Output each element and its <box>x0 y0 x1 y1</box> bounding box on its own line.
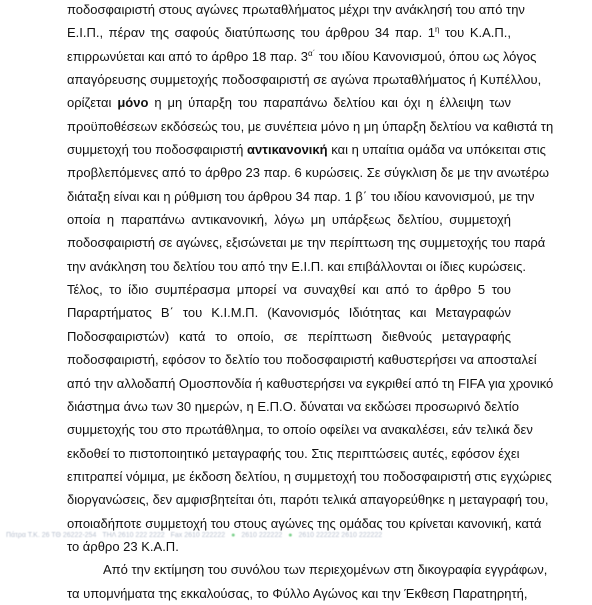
text-line: το άρθρο 23 Κ.Α.Π. <box>67 538 179 554</box>
text-line: συμμετοχή του ποδοσφαιριστή αντικανονική και η υπαίτια ομάδα να υπόκειται στις <box>67 142 546 158</box>
document-body <box>67 0 554 605</box>
text-line: οποιαδήποτε συμμετοχή του στους αγώνες της ομάδας του κρίνεται κανονική, κατά <box>67 515 542 531</box>
text-line: ποδοσφαιριστή, εφόσον το δελτίο του ποδοσφαιριστή καθυστερήσει να αποσταλεί <box>67 352 537 368</box>
text-line: διάταξη είναι και η ρύθμιση του άρθρου 34 παρ. 1 β΄ του ιδίου κανονισμού, με την <box>67 188 535 204</box>
text-line: επιρρωνύεται και από το άρθρο 18 παρ. $3^{\alpha΄}$ του ιδίου Κανονισμού, όπου ως λόγος <box>67 48 537 64</box>
bold-text: μόνο <box>117 95 149 111</box>
text-line: ορίζεται μόνο η μη ύπαρξη του παραπάνω δελτίου και όχι η έλλειψη των <box>67 95 511 111</box>
footer-text: 2610 222222 <box>241 532 283 539</box>
superscript: η <box>434 25 440 35</box>
text-line: από την αλλοδαπή Ομοσπονδία ή καθυστερήσει να εγκριθεί από τη FIFA για χρονικό <box>67 375 554 391</box>
paragraph-start-line: Από την εκτίμηση του συνόλου των περιεχομένων στη δικογραφία εγγράφων, <box>103 562 548 578</box>
page-footer <box>0 531 592 539</box>
text-line: ποδοσφαιριστή σε αγώνες, εξισώνεται με την περίπτωση της συμμετοχής του παρά <box>67 235 546 251</box>
text-line: διοργανώσεις, δεν αμφισβητείται ότι, παρότι τελικά απαγορεύθηκε η μεταγραφή του, <box>67 492 549 508</box>
bold-text: αντικανονική <box>246 142 328 158</box>
text-line: συμμετοχής του στο πρωτάθλημα, το οποίο οφείλει να ανακαλέσει, εάν τελικά δεν <box>67 422 533 438</box>
text-line: Παραρτήματος Β΄ του Κ.Ι.Μ.Π. (Κανονισμός Ιδιότητας και Μεταγραφών <box>67 305 511 321</box>
text-line: ποδοσφαιριστή στους αγώνες πρωταθλήματος μέχρι την ανάκλησή του από την <box>67 2 525 17</box>
text-line: προβλεπόμενες από το άρθρο 23 παρ. 6 κυρώσεις. Σε σύγκλιση δε με την ανωτέρω <box>67 165 550 181</box>
text-line: απαγόρευσης συμμετοχής ποδοσφαιριστή σε αγώνα πρωταθλήματος ή Κυπέλλου, <box>67 72 542 88</box>
superscript: α΄ <box>308 48 316 58</box>
text-line: τα υπομνήματα της εκκαλούσας, το Φύλλο Αγώνος και την Έκθεση Παρατηρητή, <box>67 585 528 601</box>
text-line: Τέλος, το ίδιο συμπέρασμα μπορεί να συναχθεί και από το άρθρο 5 του <box>67 282 511 298</box>
footer-text: ΤΗΛ 2610 222 2222 <box>102 532 165 539</box>
bullet-icon: ● <box>231 532 236 539</box>
text-line: Ποδοσφαιριστών) κατά το οποίο, σε περίπτωση διεθνούς μεταγραφής <box>67 328 511 344</box>
text-line: προϋποθέσεων εκδόσεώς του, με συνέπεια μόνο η μη ύπαρξη δελτίου να καθιστά τη <box>67 118 554 134</box>
text-line: εκδοθεί το πιστοποιητικό μεταγραφής του. Στις περιπτώσεις αυτές, εφόσον έχει <box>67 445 520 461</box>
text-line: Ε.Ι.Π., πέραν της σαφούς διατύπωσης του άρθρου 34 παρ. $1^\eta$ του Κ.Α.Π., <box>67 25 511 41</box>
text-line: την ανάκληση του δελτίου του από την Ε.Ι.Π. και επιβάλλονται οι ίδιες κυρώσεις. <box>67 258 526 274</box>
footer-text: 2610 222222 2610 222222 <box>298 532 383 539</box>
text-line: οποία η παραπάνω αντικανονική, λόγω μη υπάρξεως δελτίου, συμμετοχή <box>67 212 511 228</box>
text-line: διάστημα άνω των 30 ημερών, η Ε.Π.Ο. δύναται να εκδώσει προσωρινό δελτίο <box>67 398 519 414</box>
text-line: επιτραπεί νόμιμα, με έκδοση δελτίου, η συμμετοχή του ποδοσφαιριστή στις εγχώριες <box>67 468 552 484</box>
footer-text: Fax 2610 222222 <box>170 532 226 539</box>
footer-text: Πάτρα Τ.Κ. 26 ΤΘ 26222-254 <box>6 532 97 539</box>
bullet-icon: ● <box>288 532 293 539</box>
